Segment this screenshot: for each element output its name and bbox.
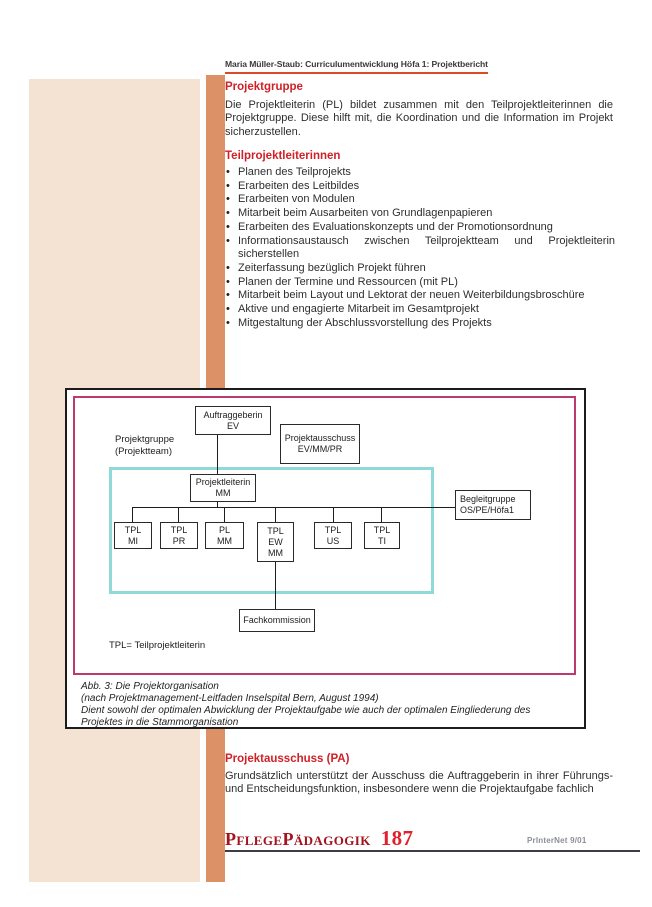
footer-journal-title: PflegePädagogik 187 [225,826,414,850]
heading-projektgruppe: Projektgruppe [225,81,303,93]
bullet-item: • Zeiterfassung bezüglich Projekt führen [225,262,615,276]
connector-line [333,507,334,522]
heading-projektausschuss: Projektausschuss (PA) [225,753,350,765]
running-head-text: Maria Müller-Staub: Curriculumentwicklung Höfa 1: Projektbericht [225,59,488,74]
bullet-item: • Erarbeiten des Leitbildes [225,180,615,194]
connector-line [178,507,179,522]
paragraph-projektgruppe: Die Projektleiterin (PL) bildet zusammen mit den Teilprojektleiterinnen die Projektgruppe. Diese hilft mit, die Koordination und die Information im Projekt sicherzustellen. [225,99,613,138]
box-fachkommission: Fachkommission [239,609,315,632]
bullet-item: • Planen der Termine und Ressourcen (mit PL) [225,276,615,290]
diagram-group-label: Projektgruppe (Projektteam) [115,434,175,457]
box-tpl-pr: TPL PR [160,522,198,549]
connector-line [132,507,133,522]
paragraph-projektausschuss: Grundsätzlich unterstützt der Ausschuss die Auftraggeberin in ihrer Führungs- und Entscheidungsfunktion, insbesondere wenn die Projektaufgabe fachlich [225,770,613,796]
bullet-item: • Erarbeiten des Evaluationskonzepts und der Promotionsordnung [225,221,615,235]
bullet-item: • Aktive und engagierte Mitarbeit im Gesamtprojekt [225,303,615,317]
box-tpl-ew-mm: TPL EW MM [257,522,294,562]
diagram-legend: TPL= Teilprojektleiterin [109,640,206,651]
connector-line [381,507,382,522]
box-tpl-mi: TPL MI [114,522,152,549]
footer-page-number: 187 [380,826,414,850]
connector-line [275,507,276,522]
bullet-item: • Planen des Teilprojekts [225,166,615,180]
footer-rule [225,850,640,852]
running-head [225,54,488,74]
box-projektleiterin: Projektleiterin MM [190,474,256,502]
project-organisation-diagram [65,388,586,729]
connector-line [217,502,218,507]
bullet-item: • Mitgestaltung der Abschlussvorstellung des Projekts [225,317,615,331]
connector-line [217,435,218,474]
teilprojektleiterinnen-bullet-list [225,166,615,330]
box-tpl-ti: TPL TI [364,522,400,549]
figure-caption: Abb. 3: Die Projektorganisation (nach Projektmanagement-Leitfaden Inselspital Bern, August 1994) Dient sowohl der optimalen Abwicklung der Projektaufgabe wie auch der optimalen Eingliederung des Projektes in die Stammorganisation [81,681,531,728]
box-projektausschuss: Projektausschuss EV/MM/PR [280,424,360,464]
box-tpl-us: TPL US [314,522,352,549]
heading-teilprojektleiterinnen: Teilprojektleiterinnen [225,150,341,162]
box-auftraggeberin: Auftraggeberin EV [195,406,271,435]
connector-line [224,507,225,522]
connector-line [133,507,455,508]
connector-line [275,562,276,609]
box-begleitgruppe: Begleitgruppe OS/PE/Höfa1 [455,490,531,520]
bullet-item: • Erarbeiten von Modulen [225,193,615,207]
bullet-item: • Informationsaustausch zwischen Teilprojektteam und Projektleiterin sicherstellen [225,235,615,262]
box-pl-mm: PL MM [205,522,244,549]
bullet-item: • Mitarbeit beim Layout und Lektorat der neuen Weiterbildungsbroschüre [225,289,615,303]
bullet-item: • Mitarbeit beim Ausarbeiten von Grundlagenpapieren [225,207,615,221]
footer-issue-label: PrInterNet 9/01 [527,836,587,845]
